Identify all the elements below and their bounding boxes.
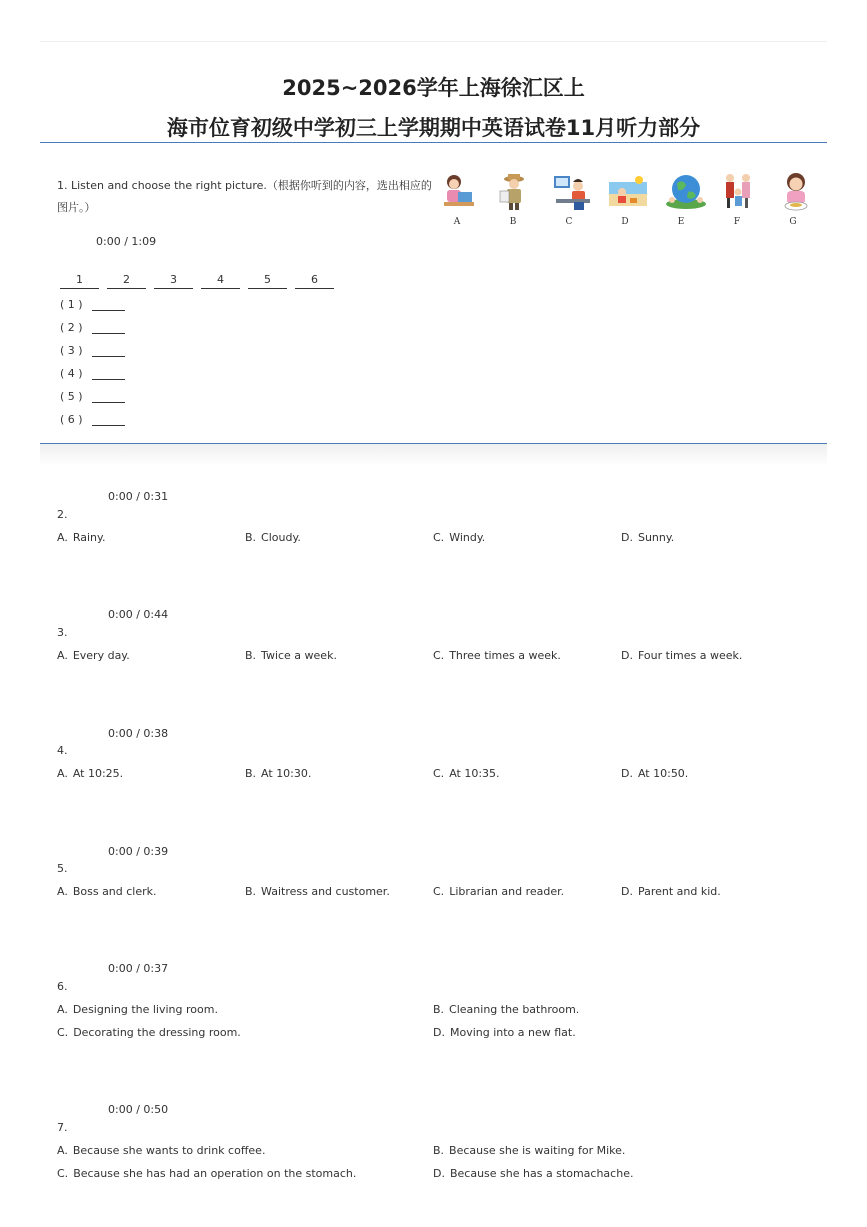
picture-a[interactable]: A — [436, 170, 492, 230]
answer-line-3: ( 3 ) — [60, 344, 125, 357]
picture-d[interactable]: D — [604, 170, 660, 230]
girl-eating-icon — [776, 172, 816, 214]
answer-line-4: ( 4 ) — [60, 367, 125, 380]
q7-number: 7. — [57, 1121, 68, 1134]
blank-header: 1 — [60, 272, 99, 289]
q6-option-a[interactable]: A. Designing the living room. — [57, 1003, 218, 1016]
q1-audio-time[interactable]: 0:00 / 1:09 — [96, 235, 157, 248]
blank-header: 5 — [248, 272, 287, 289]
computer-user-icon — [552, 172, 592, 212]
answer-blank[interactable] — [92, 367, 125, 380]
beach-icon — [608, 172, 648, 212]
q3-option-b[interactable]: B. Twice a week. — [245, 649, 337, 662]
q4-option-a[interactable]: A. At 10:25. — [57, 767, 124, 780]
answer-blank[interactable] — [92, 413, 125, 426]
q6-number: 6. — [57, 980, 68, 993]
blank-header: 6 — [295, 272, 334, 289]
answer-blank[interactable] — [92, 321, 125, 334]
page-title-line2: 海市位育初级中学初三上学期期中英语试卷11月听力部分 — [166, 116, 701, 140]
q3-option-a[interactable]: A. Every day. — [57, 649, 130, 662]
q6-audio-time[interactable]: 0:00 / 0:37 — [108, 962, 169, 975]
q2-audio-time[interactable]: 0:00 / 0:31 — [108, 490, 169, 503]
q2-number: 2. — [57, 508, 68, 521]
q6-option-d[interactable]: D. Moving into a new flat. — [433, 1026, 576, 1039]
answer-line-2: ( 2 ) — [60, 321, 125, 334]
answer-blank[interactable] — [92, 390, 125, 403]
q7-audio-time[interactable]: 0:00 / 0:50 — [108, 1103, 169, 1116]
answer-line-5: ( 5 ) — [60, 390, 125, 403]
girl-reading-icon — [440, 172, 476, 212]
q1-picture-strip — [436, 170, 828, 230]
picture-f[interactable]: F — [716, 170, 772, 230]
q5-audio-time[interactable]: 0:00 / 0:39 — [108, 845, 169, 858]
picture-c[interactable]: C — [548, 170, 604, 230]
explorer-icon — [496, 172, 532, 212]
q4-option-b[interactable]: B. At 10:30. — [245, 767, 312, 780]
blank-header: 4 — [201, 272, 240, 289]
top-divider — [40, 41, 827, 42]
section-shadow — [40, 444, 827, 466]
answer-line-6: ( 6 ) — [60, 413, 125, 426]
q5-option-d[interactable]: D. Parent and kid. — [621, 885, 721, 898]
answer-blank[interactable] — [92, 298, 125, 311]
q4-audio-time[interactable]: 0:00 / 0:38 — [108, 727, 169, 740]
q2-option-d[interactable]: D. Sunny. — [621, 531, 675, 544]
q6-option-c[interactable]: C. Decorating the dressing room. — [57, 1026, 241, 1039]
q1-prompt: 1. Listen and choose the right picture.（根据你听到的内容，选出相应的图片。） — [57, 179, 432, 214]
q5-option-b[interactable]: B. Waitress and customer. — [245, 885, 390, 898]
q7-option-c[interactable]: C. Because she has had an operation on the stomach. — [57, 1167, 357, 1180]
q5-number: 5. — [57, 862, 68, 875]
q3-option-c[interactable]: C. Three times a week. — [433, 649, 561, 662]
page-title-line1: 2025~2026学年上海徐汇区上 — [282, 76, 585, 100]
q4-option-d[interactable]: D. At 10:50. — [621, 767, 689, 780]
picture-e[interactable]: E — [660, 170, 716, 230]
q3-option-d[interactable]: D. Four times a week. — [621, 649, 743, 662]
earth-icon — [664, 172, 708, 212]
q6-option-b[interactable]: B. Cleaning the bathroom. — [433, 1003, 580, 1016]
q2-option-c[interactable]: C. Windy. — [433, 531, 486, 544]
q2-option-a[interactable]: A. Rainy. — [57, 531, 106, 544]
family-icon — [720, 172, 760, 214]
blank-header: 2 — [107, 272, 146, 289]
q2-option-b[interactable]: B. Cloudy. — [245, 531, 301, 544]
q7-option-b[interactable]: B. Because she is waiting for Mike. — [433, 1144, 626, 1157]
q1-blank-headers — [60, 272, 334, 289]
q4-option-c[interactable]: C. At 10:35. — [433, 767, 500, 780]
picture-b[interactable]: B — [492, 170, 548, 230]
title-divider — [40, 142, 827, 143]
picture-g[interactable]: G — [772, 170, 828, 230]
answer-line-1: ( 1 ) — [60, 298, 125, 311]
q3-number: 3. — [57, 626, 68, 639]
q5-option-c[interactable]: C. Librarian and reader. — [433, 885, 565, 898]
q5-option-a[interactable]: A. Boss and clerk. — [57, 885, 157, 898]
q7-option-a[interactable]: A. Because she wants to drink coffee. — [57, 1144, 266, 1157]
q4-number: 4. — [57, 744, 68, 757]
answer-blank[interactable] — [92, 344, 125, 357]
q3-audio-time[interactable]: 0:00 / 0:44 — [108, 608, 169, 621]
blank-header: 3 — [154, 272, 193, 289]
q7-option-d[interactable]: D. Because she has a stomachache. — [433, 1167, 634, 1180]
